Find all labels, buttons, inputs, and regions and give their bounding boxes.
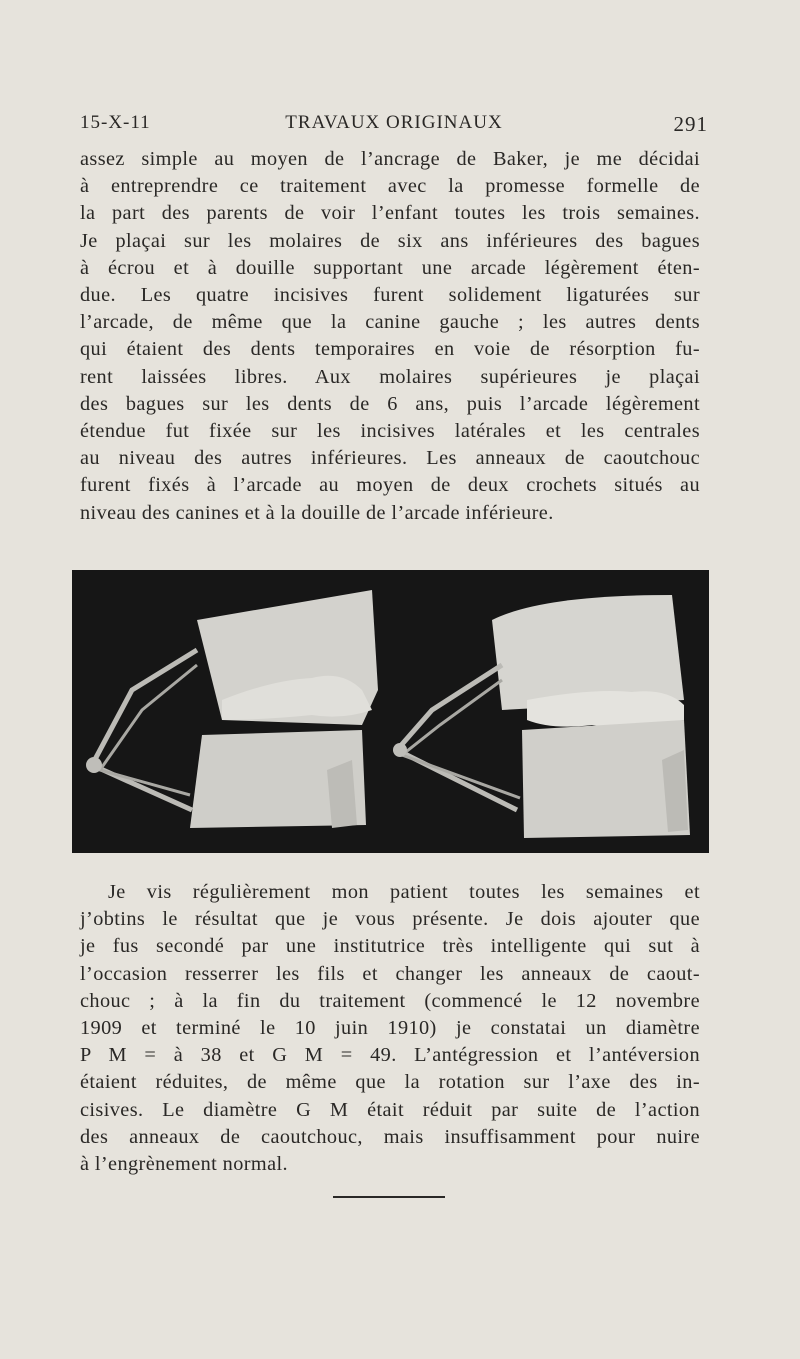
text-line: Je plaçai sur les molaires de six ans inférieures des bagues xyxy=(80,229,700,252)
paragraph-2 xyxy=(80,879,700,1178)
text-line: chouc ; à la fin du traitement (commencé le 12 novembre xyxy=(80,989,700,1012)
text-line: due. Les quatre incisives furent solidement ligaturées sur xyxy=(80,284,700,307)
page-number: 291 xyxy=(673,112,708,136)
text-line: niveau des canines et à la douille de l’arcade inférieure. xyxy=(80,501,554,524)
text-line: je fus secondé par une institutrice très intelligente qui sut à xyxy=(80,935,700,958)
dental-casts-photo-icon xyxy=(72,570,709,853)
text-line: la part des parents de voir l’enfant toutes les trois semaines. xyxy=(80,202,700,225)
running-header xyxy=(80,112,708,142)
text-line: à écrou et à douille supportant une arcade légèrement éten- xyxy=(80,256,700,279)
end-rule xyxy=(333,1196,445,1198)
paragraph-1 xyxy=(80,146,700,527)
text-line: des anneaux de caoutchouc, mais insuffisamment pour nuire xyxy=(80,1125,700,1148)
text-line: étendue fut fixée sur les incisives latérales et les centrales xyxy=(80,420,700,443)
text-line: cisives. Le diamètre G M était réduit par suite de l’action xyxy=(80,1098,700,1121)
text-line: assez simple au moyen de l’ancrage de Baker, je me décidai xyxy=(80,148,700,170)
text-line: furent fixés à l’arcade au moyen de deux crochets situés au xyxy=(80,474,700,497)
section-title: TRAVAUX ORIGINAUX xyxy=(285,112,503,133)
text-line: l’arcade, de même que la canine gauche ; les autres dents xyxy=(80,311,700,334)
text-line: étaient réduites, de même que la rotation sur l’axe des in- xyxy=(80,1071,700,1094)
text-line: des bagues sur les dents de 6 ans, puis l’arcade légèrement xyxy=(80,392,700,415)
text-line: j’obtins le résultat que je vous présente. Je dois ajouter que xyxy=(80,908,700,931)
text-line: à entreprendre ce traitement avec la promesse formelle de xyxy=(80,175,700,198)
text-line: au niveau des autres inférieures. Les anneaux de caoutchouc xyxy=(80,447,700,470)
text-line: P M = à 38 et G M = 49. L’antégression et l’antéversion xyxy=(80,1044,700,1067)
issue-number: 15-X-11 xyxy=(80,112,151,133)
text-line: à l’engrènement normal. xyxy=(80,1153,288,1176)
text-line: l’occasion resserrer les fils et changer les anneaux de caout- xyxy=(80,962,700,985)
text-line: 1909 et terminé le 10 juin 1910) je constatai un diamètre xyxy=(80,1017,700,1040)
text-line: Je vis régulièrement mon patient toutes les semaines et xyxy=(108,881,700,903)
text-line: qui étaient des dents temporaires en voie de résorption fu- xyxy=(80,338,700,361)
text-line: rent laissées libres. Aux molaires supérieures je plaçai xyxy=(80,365,700,388)
dental-casts-photo xyxy=(72,570,709,853)
